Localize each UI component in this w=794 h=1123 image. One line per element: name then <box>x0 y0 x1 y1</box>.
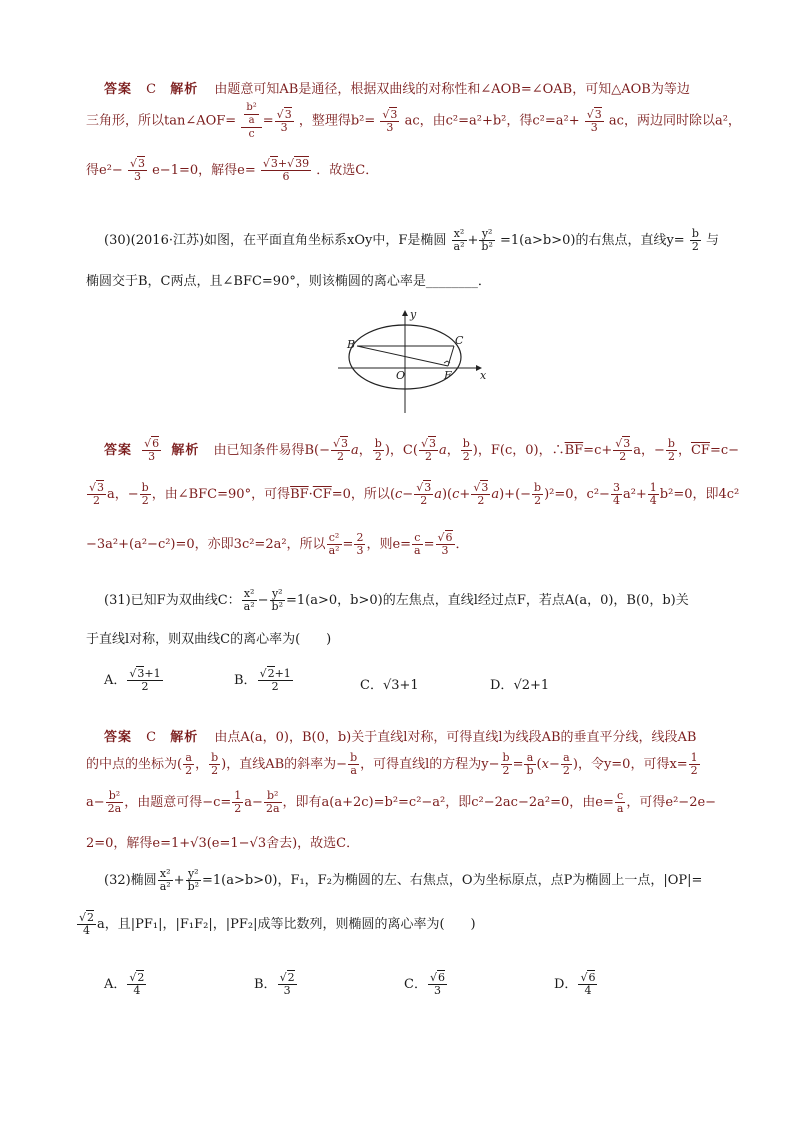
option-c[interactable]: C．√3+1 <box>360 678 419 693</box>
fraction: $\frac{√6}{3}$ <box>144 437 160 463</box>
answer-tag: 答案 <box>104 82 133 97</box>
option-a[interactable]: A． $\frac{√3+1}{2}$ <box>104 667 161 693</box>
line-cf <box>448 346 454 366</box>
analysis-line-2: 的中点的坐标为( $\frac{a}{2}$ ， $\frac{b}{2}$ )，直线AB的斜率为− $\frac{b}{a}$ ，可得直线l的方程为y− $\frac{b}{2}$ = $\frac{a}{b}$ (x− $\frac{a}{2}$ )，令y=0，可得x= $\frac{1}{2}$ <box>86 751 698 777</box>
analysis-line-3: a− $\frac{\text{b²}}{2a}$ ，由题意可得−c= $\frac{1}{2}$ a− $\frac{\text{b²}}{2a}$ ，即有a(a+2c)=b²=c²−a²，即c²−2ac−2a²=0，由e= $\frac{c}{a}$ ，可得e²−2e− <box>86 789 717 815</box>
option-b[interactable]: B． $\frac{√2+1}{2}$ <box>234 667 291 693</box>
analysis-line-2: 三角形，所以tan∠AOF= $\frac{\frac{\text{b²}}{a}}{c}$ = $\frac{√3}{3}$ ，整理得b²= $\frac{√3}{3}$ ac，由c²=a²+b²，得c²=a²+ $\frac{√3}{3}$ ac，两边同时除以a²， <box>86 102 741 140</box>
label-f: F <box>444 369 452 382</box>
question-31 <box>86 587 724 698</box>
ellipse-figure <box>330 308 490 418</box>
question-30 <box>86 227 724 289</box>
answer-line: 答案 $\frac{√6}{3}$ 解析 由已知条件易得B(− $\frac{√3}{2}$ a， $\frac{b}{2}$ )，C( $\frac{√3}{2}$ a， $\frac{b}{2}$ )，F(c，0)，$\therefore\overline{BF}=c+$ $\frac{√3}{2}$ a，− $\frac{b}{2}$ ，$\overline{CF}=c-$ <box>104 437 740 463</box>
label-y: y <box>410 308 417 321</box>
answer-line <box>104 78 690 97</box>
label-b: B <box>347 338 356 351</box>
fraction: $\frac{b}{2}$ <box>691 227 699 253</box>
fraction: $\frac{√3}{3}$ <box>586 107 602 134</box>
question-line: (31)已知F为双曲线C： $\frac{\text{x²}}{\text{a²}}$ − $\frac{\text{y²}}{\text{b²}}$ =1(a>0，b>0)的左焦点，直线l经过点F，若点A(a，0)，B(0，b)关 <box>104 587 689 613</box>
answer-line: 答案 C 解析 由点A(a，0)，B(0，b)关于直线l对称，可得直线l为线段AB的垂直平分线，线段AB <box>104 730 697 745</box>
label-x: x <box>480 369 487 382</box>
answer-block-31 <box>86 718 724 858</box>
question-line: (30)(2016·江苏)如图，在平面直角坐标系xOy中，F是椭圆 $\frac{\text{x²}}{\text{a²}}$ + $\frac{\text{y²}}{\text{b²}}$ =1(a>b>0)的右焦点，直线y= $\frac{b}{2}$ 与 <box>104 227 720 253</box>
line-bf <box>357 346 448 366</box>
fraction: $\frac{√3}{3}$ <box>382 107 398 134</box>
option-d[interactable]: D． $\frac{√6}{4}$ <box>554 971 596 997</box>
option-a[interactable]: A． $\frac{√2}{4}$ <box>104 971 145 997</box>
options <box>104 972 664 1008</box>
option-c[interactable]: C． $\frac{√6}{3}$ <box>404 971 445 997</box>
question-line-2: 椭圆交于B，C两点，且∠BFC=90°，则该椭圆的离心率是________． <box>86 274 491 289</box>
fraction: $\frac{\text{x²}}{\text{a²}}$ <box>453 227 465 253</box>
analysis-line-3: −3a²+(a²−c²)=0，亦即3c²=2a²，所以 $\frac{\text{c²}}{\text{a²}}$ = $\frac{2}{3}$ ，则e= $\frac{c}{a}$ = $\frac{√6}{3}$ ． <box>86 531 469 557</box>
fraction: $\frac{√3}{3}$ <box>129 157 145 183</box>
fraction: $\frac{√3}{3}$ <box>276 107 292 134</box>
fraction: $\frac{\frac{\text{b²}}{a}}{c}$ <box>241 102 261 140</box>
answer-letter: C <box>146 82 157 97</box>
option-d[interactable]: D．√2+1 <box>490 678 550 693</box>
label-o: O <box>396 369 406 382</box>
analysis-line-4: 2=0，解得e=1+√3(e=1−√3舍去)，故选C． <box>86 836 360 851</box>
question-line-2: 于直线l对称，则双曲线C的离心率为( ) <box>86 632 332 647</box>
options <box>104 668 664 698</box>
analysis-line-3: 得e²− $\frac{√3}{3}$ e−1=0，解得e= $\frac{√3+√39}{6}$ ．故选C． <box>86 157 379 183</box>
answer-block-29 <box>86 70 741 200</box>
fraction: $\frac{\text{y²}}{\text{b²}}$ <box>481 227 493 253</box>
y-axis-arrow <box>402 310 408 316</box>
label-c: C <box>455 334 464 347</box>
question-line: (32)椭圆 $\frac{\text{x²}}{\text{a²}}$ + $\frac{\text{y²}}{\text{b²}}$ =1(a>b>0)，F₁，F₂为椭圆的左、右焦点，O为坐标原点，点P为椭圆上一点，|OP|= <box>104 867 703 893</box>
question-32 <box>79 867 724 1018</box>
analysis-tag: 解析 <box>170 82 199 97</box>
analysis-line-2: $\frac{√3}{2}$ a，− $\frac{b}{2}$ ，由∠BFC=90°，可得$\overline{BF}\cdot\overline{CF}=0$，所以(c− $\frac{√3}{2}$ a)(c+ $\frac{√3}{2}$ a)+(− $\frac{b}{2}$ )²=0，c²− $\frac{3}{4}$ a²+ $\frac{1}{4}$ b²=0，即4c² <box>89 481 740 507</box>
answer-block-30 <box>86 430 740 570</box>
fraction: $\frac{√3+√39}{6}$ <box>262 157 310 183</box>
question-line-2: $\frac{√2}{4}$ a，且|PF₁|，|F₁F₂|，|PF₂|成等比数列，则椭圆的离心率为( ) <box>79 911 476 937</box>
analysis-text: 由题意可知AB是通径，根据双曲线的对称性和∠AOB=∠OAB，可知△AOB为等边 <box>214 82 690 97</box>
option-b[interactable]: B． $\frac{√2}{3}$ <box>254 971 295 997</box>
